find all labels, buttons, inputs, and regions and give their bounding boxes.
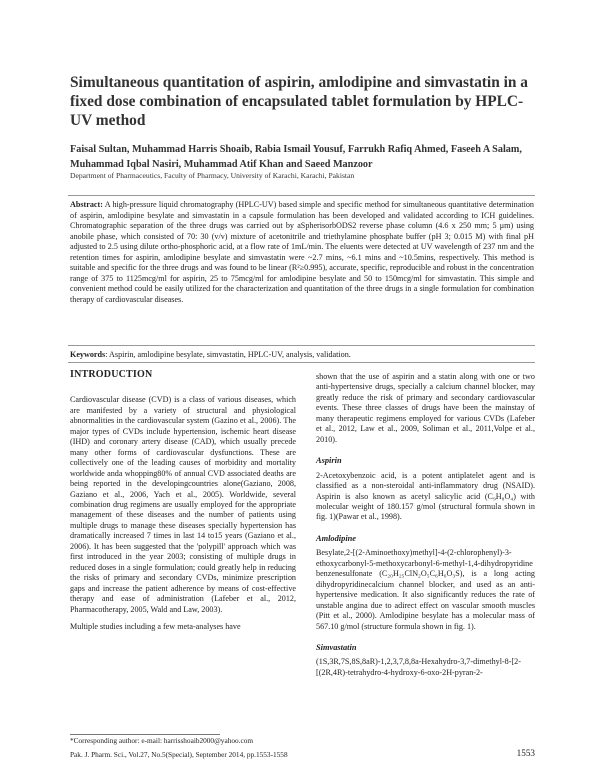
paper-title: Simultaneous quantitation of aspirin, amlodipine and simvastatin in a fixed dose combination of encapsulated tablet formulation by HPLC-UV method	[70, 74, 528, 129]
affiliation: Department of Pharmaceutics, Faculty of Pharmacy, University of Karachi, Karachi, Pakistan	[70, 171, 355, 180]
keywords-text: : Aspirin, amlodipine besylate, simvastatin, HPLC-UV, analysis, validation.	[105, 350, 351, 359]
divider-keywords-top	[68, 345, 535, 346]
divider-keywords-bottom	[68, 362, 535, 363]
footnote-rule	[70, 734, 220, 735]
right-paragraph-1: shown that the use of aspirin and a statin along with one or two anti-hypertensive drugs, specially a calcium channel blocker, may greatly reduce the risk of primary and secondary cardiovascular events. These three classes of drugs have been the mainstay of many therapeutic regimens employed for various CVDs (Lafeber et al., 2012, Law et al., 2009, Soliman et al., 2011,Volpe et al., 2010).	[316, 372, 535, 444]
abstract-label: Abstract:	[70, 200, 103, 209]
left-column	[70, 370, 296, 639]
author-list: Faisal Sultan, Muhammad Harris Shoaib, Rabia Ismail Yousuf, Farrukh Rafiq Ahmed, Faseeh A Salam, Muhammad Iqbal Nasiri, Muhammad Atif Khan and Saeed Manzoor	[70, 144, 522, 170]
divider-top	[68, 195, 535, 196]
simvastatin-heading: Simvastatin	[316, 642, 357, 652]
simvastatin-text: (1S,3R,7S,8S,8aR)-1,2,3,7,8,8a-Hexahydro-3,7-dimethyl-8-[2-[(2R,4R)-tetrahydro-4-hydroxy-6-oxo-2H-pyran-2-	[316, 657, 521, 677]
intro-paragraph-1: Cardiovascular disease (CVD) is a class of various diseases, which are manifested by a variety of structural and physiological abnormalities in the cardiovascular system (Gazino et al., 2006). The major types of CVDs include hypertension, ischemic heart disease (IHD) and coronary artery disease (CAD), which usually precede many other forms of cardiovascular dysfunctions. These are collectively one of the leading causes of morbidity and mortality worldwide anda whopping80% of annual CVD associated deaths are being reported in the developingcountries alone(Gaziano, 2008, Gaziano et al., 2006, Yach et al., 2005). Worldwide, several combination drug regimens are usually employed for the appropriate management of these diseases and the number of patients using multiple drugs to manage these diseases specially hypertension has dramatically increased 7 times in last 14 to15 years (Gaziano et al., 2006). It has been suggested that the 'polypill' approach which was first introduced in the year 2003; consisting of multiple drugs in reduced doses in a single formulation; could greatly help in reducing the risks of primary and secondary CVDs, minimize prescription gaps and increase the patient adherence by means of cost-effective therapy and ease of administration (Lafeber et al., 2012, Pharmacotherapy, 2005, Wald and Law, 2003).	[70, 395, 296, 614]
keywords	[70, 350, 534, 359]
intro-paragraph-2: Multiple studies including a few meta-analyses have	[70, 621, 241, 631]
amlodipine-heading: Amlodipine	[316, 533, 357, 543]
aspirin-heading: Aspirin	[316, 456, 342, 466]
amlodipine-text: Besylate,2-[(2-Aminoethoxy)methyl]-4-(2-chlorophenyl)-3-ethoxycarbonyl-5-methoxycarbonyl-6-methyl-1,4-dihydropyridine benzenesulfonate (C₂₀H₂₅ClN₂O₅C₆H₆O₃S), is a long acting dihydropyridinecalcium channel blocker, and used as an anti-hypertensive medication. It also significantly reduces the rate of unstable angina due to adirect effect on vascular smooth muscles (Pitt et al., 2000). Amlodipine besylate has a molecular mass of 567.10 g/mol (structure formula shown in fig. 1).	[316, 548, 535, 631]
right-column	[316, 372, 535, 685]
abstract	[70, 200, 534, 305]
abstract-text: A high-pressure liquid chromatography (HPLC-UV) based simple and specific method for simultaneous quantitative determination of aspirin, amlodipine besylate and simvastatin in a capsule formulation has been developed and validated according to ICH guidelines. Chromatographic separation of the three drugs was carried out by aSpherisorbODS2 reverse phase column (4.6 x 250 mm; 5 μm) using anobile phase, which consisted of 70: 30 (v/v) mixture of acetonitrile and triethylamine phosphate buffer (pH 3; 0.015 M) with final pH adjusted to 2.5 using dilute ortho-phosphoric acid, at a flow rate of 1mL/min. The eluents were detected at UV wavelength of 237 nm and the retention times for aspirin, amlodipine besylate and simvastatin were ~2.7 mins, ~6.1 mins and ~10.5mins, respectively. This method is suitable and specific for the three drugs and was found to be linear (R²≥0.995), accurate, specific, reproducible and robust in the concentration range of 375 to 1125mcg/ml for aspirin, 25 to 75mcg/ml for amlodipine besylate and 50 to 150mcg/ml for simvastatin. This simple and convenient method could be easily utilized for the characterization and quantitation of the three drugs in a single formulation for combination therapy of cardiovascular diseases.	[70, 200, 534, 304]
corresponding-author-footnote: *Corresponding author: e-mail: harrisshoaib2000@yahoo.com	[70, 736, 254, 745]
keywords-label: Keywords	[70, 350, 106, 359]
introduction-heading: INTRODUCTION	[70, 369, 153, 380]
page-number: 1553	[516, 748, 535, 758]
aspirin-text: 2-Acetoxybenzoic acid, is a potent antiplatelet agent and is classified as a non-steroidal anti-inflammatory drug (NSAID). Aspirin is also known as acetyl salicylic acid (C₉H₈O₄) with molecular weight of 180.157 g/mol (structural formula shown in fig. 1)(Pawar et al., 1998).	[316, 470, 535, 522]
journal-citation: Pak. J. Pharm. Sci., Vol.27, No.5(Special), September 2014, pp.1553-1558	[70, 750, 288, 759]
